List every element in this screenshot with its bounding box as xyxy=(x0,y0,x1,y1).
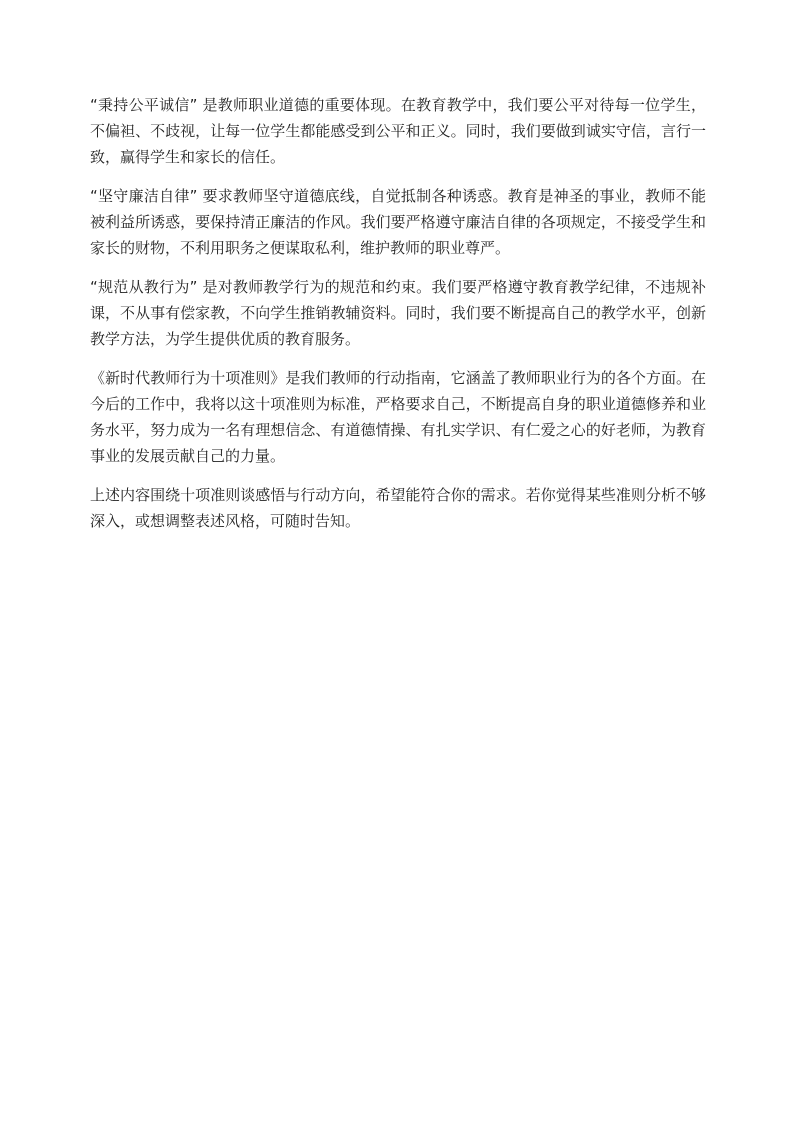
paragraph-standardized-teaching: “规范从教行为” 是对教师教学行为的规范和约束。我们要严格遵守教育教学纪律，不违规补课，不从事有偿家教，不向学生推销教辅资料。同时，我们要不断提高自己的教学水平，创新教学方法，为学生提供优质的教育服务。 xyxy=(90,278,706,348)
paragraph-fairness-integrity: “秉持公平诚信” 是教师职业道德的重要体现。在教育教学中，我们要公平对待每一位学生，不偏袒、不歧视，让每一位学生都能感受到公平和正义。同时，我们要做到诚实守信，言行一致，赢得学生和家长的信任。 xyxy=(90,96,706,166)
paragraph-ten-guidelines: 《新时代教师行为十项准则》是我们教师的行动指南，它涵盖了教师职业行为的各个方面。在今后的工作中，我将以这十项准则为标准，严格要求自己，不断提高自身的职业道德修养和业务水平，努力成为一名有理想信念、有道德情操、有扎实学识、有仁爱之心的好老师，为教育事业的发展贡献自己的力量。 xyxy=(90,369,706,465)
paragraph-integrity-self-discipline: “坚守廉洁自律” 要求教师坚守道德底线，自觉抵制各种诱惑。教育是神圣的事业，教师不能被利益所诱惑，要保持清正廉洁的作风。我们要严格遵守廉洁自律的各项规定，不接受学生和家长的财物，不利用职务之便谋取私利，维护教师的职业尊严。 xyxy=(90,187,706,257)
paragraph-closing-note: 上述内容围绕十项准则谈感悟与行动方向，希望能符合你的需求。若你觉得某些准则分析不够深入，或想调整表述风格，可随时告知。 xyxy=(90,486,706,530)
